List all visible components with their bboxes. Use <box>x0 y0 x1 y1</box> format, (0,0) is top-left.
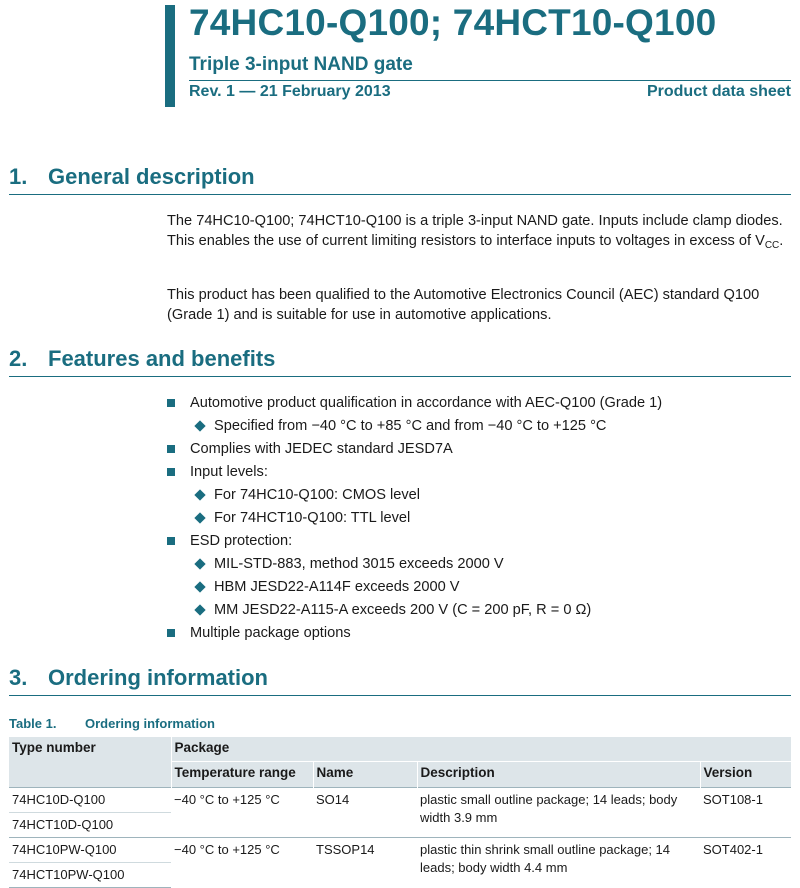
header-accent-bar <box>165 5 175 107</box>
feature-item: Multiple package options <box>190 625 351 641</box>
package-version-cell: SOT108-1 <box>700 788 791 838</box>
section-heading-general-description <box>9 164 255 190</box>
header-package: Package <box>171 737 791 762</box>
feature-subitem: For 74HCT10-Q100: TTL level <box>214 510 411 526</box>
general-description-paragraph-2: This product has been qualified to the Automotive Electronics Council (AEC) standard Q100 (Grade 1) and is suitable for use in automotive applications. <box>167 287 760 323</box>
feature-subitem: For 74HC10-Q100: CMOS level <box>214 487 421 503</box>
type-number-cell: 74HC10PW-Q100 <box>9 838 171 863</box>
ordering-information-table <box>9 737 791 888</box>
section-title: General description <box>48 164 255 189</box>
section-heading-ordering-information <box>9 665 268 691</box>
header-type-number: Type number <box>9 737 171 788</box>
section-title: Features and benefits <box>48 346 276 371</box>
package-name-cell: TSSOP14 <box>313 838 417 888</box>
type-number-cell: 74HC10D-Q100 <box>9 788 171 813</box>
diamond-bullet-icon <box>194 581 205 592</box>
feature-item: Input levels: <box>190 464 268 480</box>
header-name: Name <box>313 762 417 788</box>
document-subtitle: Triple 3-input NAND gate <box>189 54 413 75</box>
section-number: 2. <box>9 346 28 371</box>
package-description-cell: plastic small outline package; 14 leads; body width 3.9 mm <box>417 788 700 838</box>
square-bullet-icon <box>167 468 175 476</box>
header-divider <box>189 80 791 81</box>
feature-item: Complies with JEDEC standard JESD7A <box>190 441 453 457</box>
diamond-bullet-icon <box>194 558 205 569</box>
document-type: Product data sheet <box>646 83 791 100</box>
table-row <box>9 838 791 863</box>
feature-item: ESD protection: <box>190 533 293 549</box>
square-bullet-icon <box>167 537 175 545</box>
diamond-bullet-icon <box>194 489 205 500</box>
package-description-cell: plastic thin shrink small outline package; 14 leads; body width 4.4 mm <box>417 838 700 888</box>
section-divider <box>9 194 791 195</box>
diamond-bullet-icon <box>194 512 205 523</box>
header-temperature-range: Temperature range <box>171 762 313 788</box>
table-row <box>9 788 791 813</box>
square-bullet-icon <box>167 629 175 637</box>
package-name-cell: SO14 <box>313 788 417 838</box>
document-title: 74HC10-Q100; 74HCT10-Q100 <box>189 2 717 43</box>
square-bullet-icon <box>167 445 175 453</box>
section-divider <box>9 695 791 696</box>
type-number-cell: 74HCT10D-Q100 <box>9 813 171 838</box>
header-version: Version <box>700 762 791 788</box>
temperature-range-cell: −40 °C to +125 °C <box>171 838 313 888</box>
section-number: 3. <box>9 665 28 690</box>
feature-subitem: Specified from −40 °C to +85 °C and from −40 °C to +125 °C <box>214 418 607 434</box>
diamond-bullet-icon <box>194 604 205 615</box>
package-version-cell: SOT402-1 <box>700 838 791 888</box>
table-number: Table 1. <box>9 716 57 731</box>
type-number-cell: 74HCT10PW-Q100 <box>9 863 171 888</box>
table-caption <box>9 716 215 731</box>
section-number: 1. <box>9 164 28 189</box>
feature-item: Automotive product qualification in accordance with AEC-Q100 (Grade 1) <box>190 395 663 411</box>
feature-subitem: MM JESD22-A115-A exceeds 200 V (C = 200 pF, R = 0 Ω) <box>214 602 592 618</box>
feature-subitem: HBM JESD22-A114F exceeds 2000 V <box>214 579 460 595</box>
table-title: Ordering information <box>85 716 215 731</box>
square-bullet-icon <box>167 399 175 407</box>
section-title: Ordering information <box>48 665 268 690</box>
temperature-range-cell: −40 °C to +125 °C <box>171 788 313 838</box>
vcc-subscript: CC <box>764 240 780 251</box>
revision-info: Rev. 1 — 21 February 2013 <box>189 83 391 100</box>
section-divider <box>9 376 791 377</box>
feature-subitem: MIL-STD-883, method 3015 exceeds 2000 V <box>214 556 504 572</box>
header-description: Description <box>417 762 700 788</box>
section-heading-features <box>9 346 275 372</box>
diamond-bullet-icon <box>194 420 205 431</box>
general-description-paragraph-1: The 74HC10-Q100; 74HCT10-Q100 is a triple 3-input NAND gate. Inputs include clamp diodes. This enables the use of current limiting resistors to interface inputs to voltages in excess of $V_{CC}$. <box>167 213 784 251</box>
